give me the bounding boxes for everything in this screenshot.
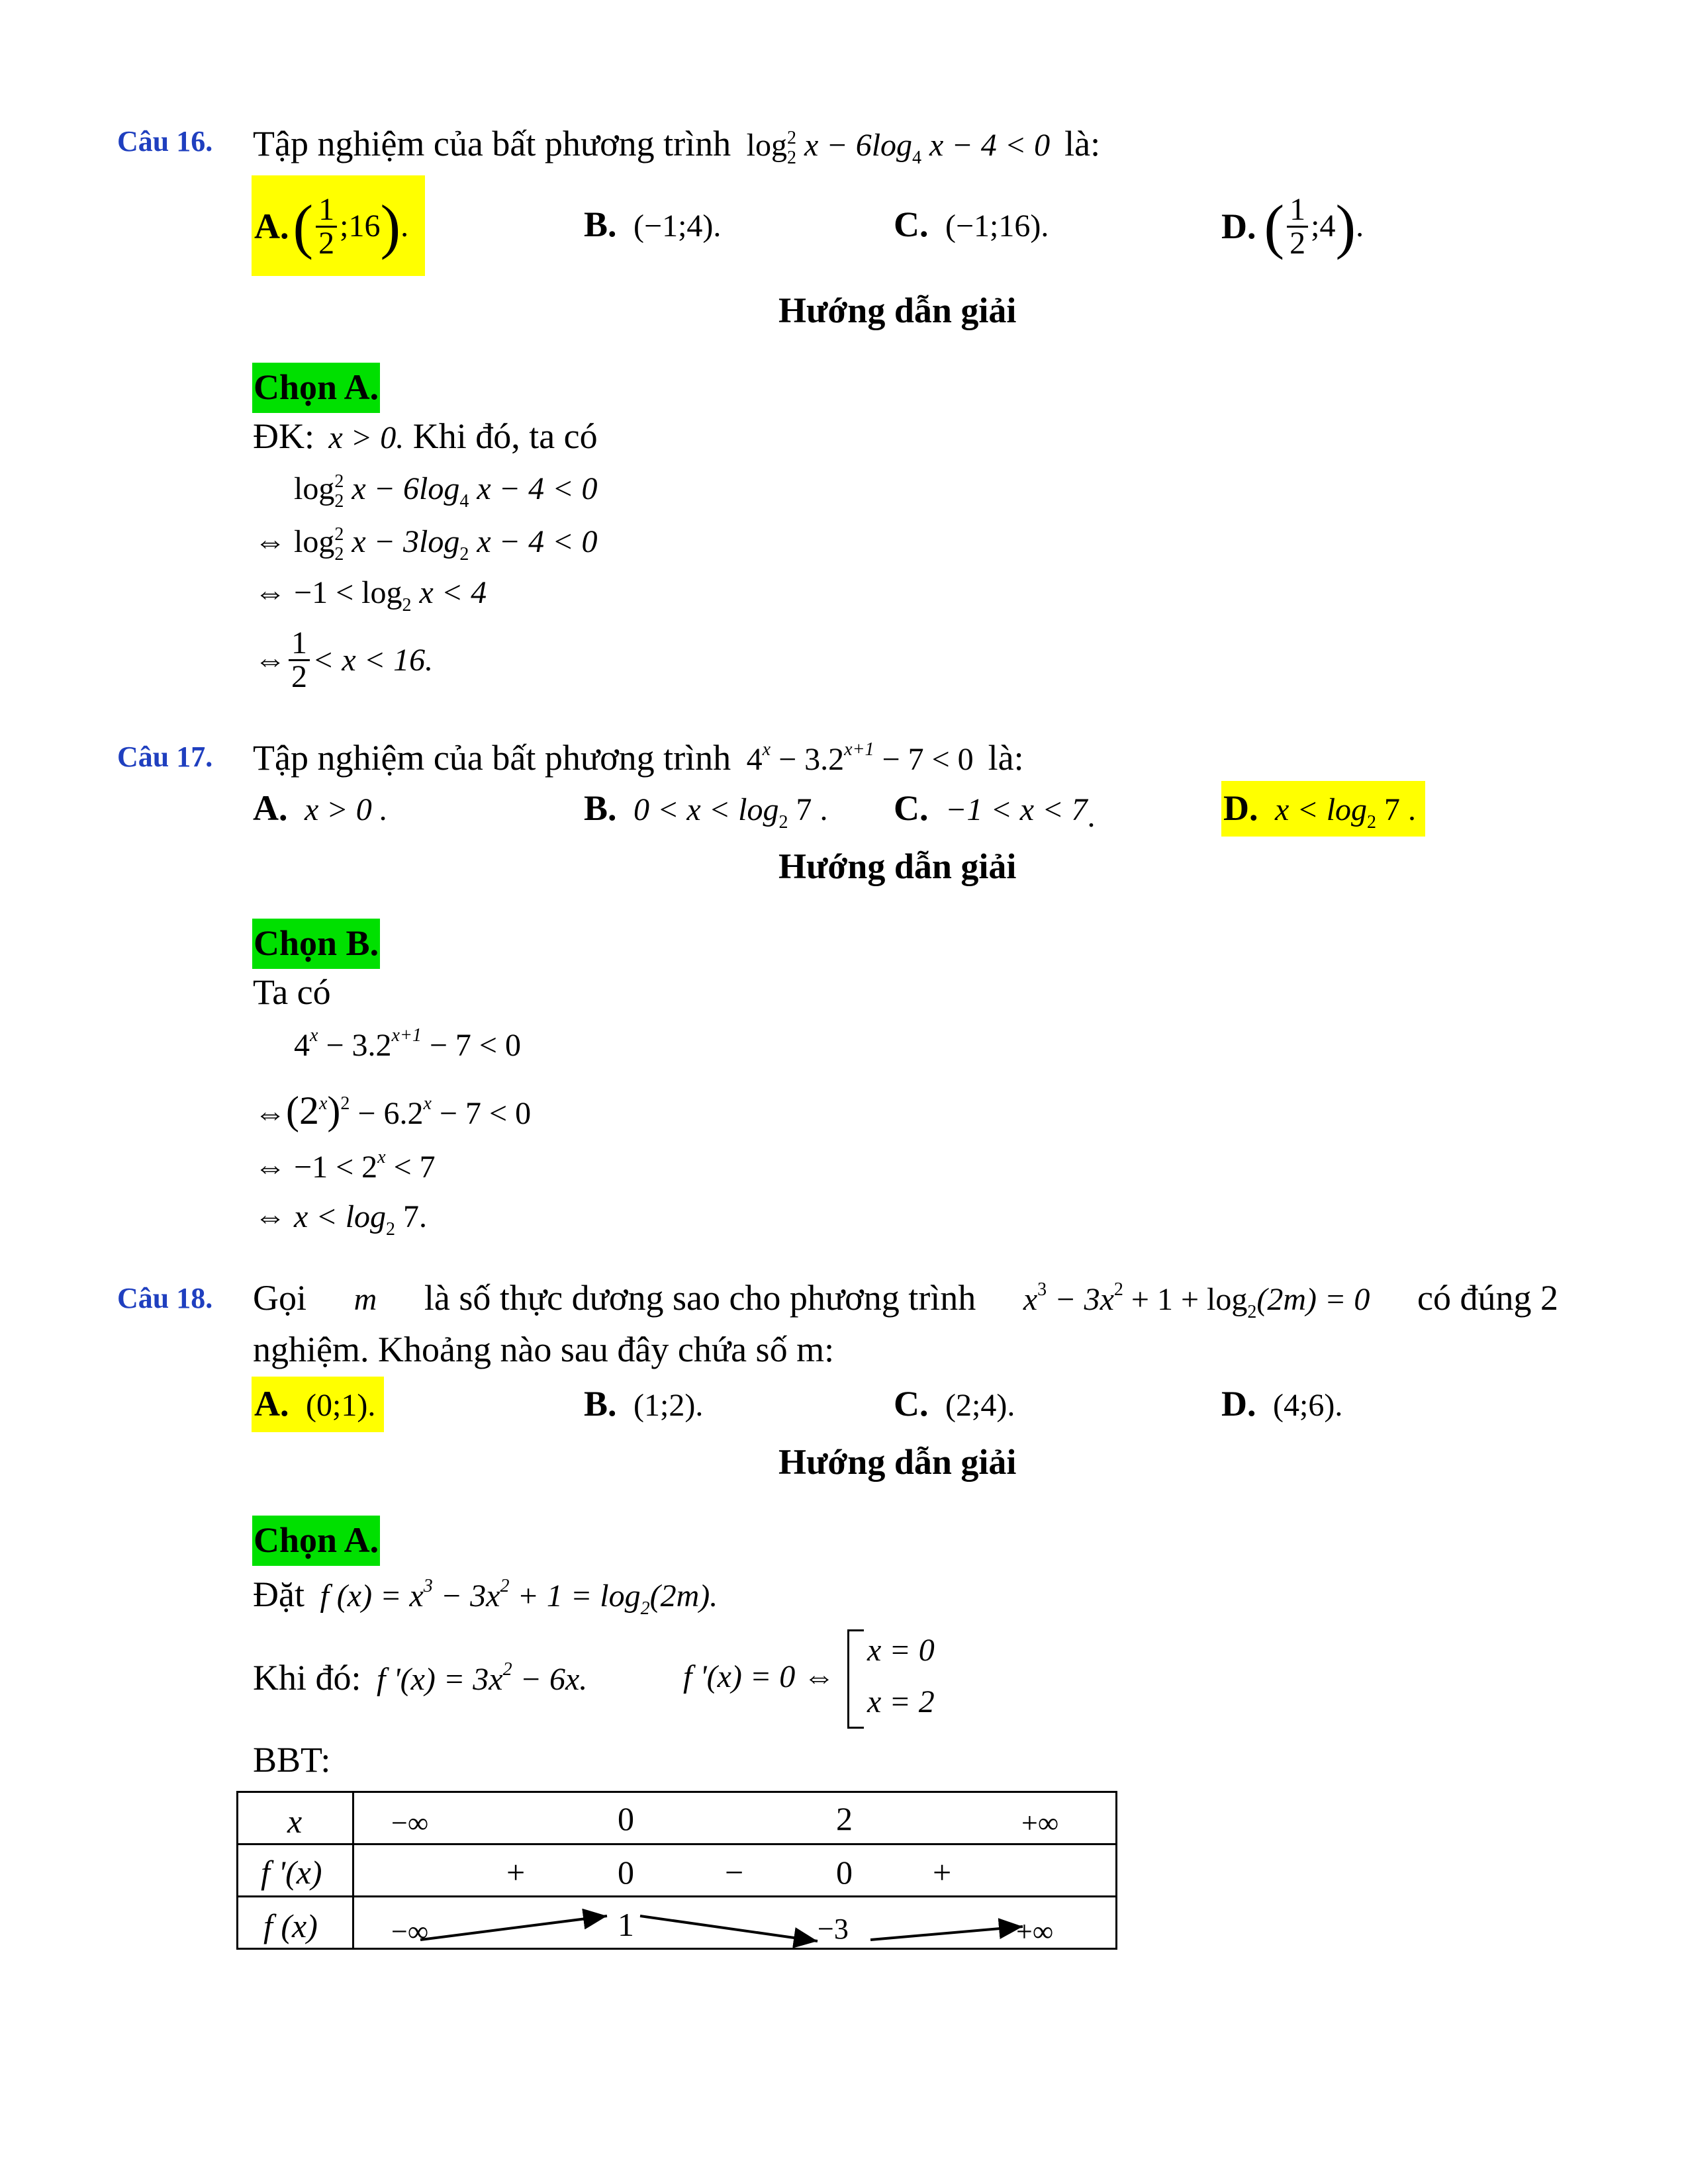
q16-label: Câu 16. [117, 125, 213, 158]
table-row-fprime [238, 1844, 1117, 1897]
q16-question [117, 124, 212, 158]
q18-stem-line-2: nghiệm. Khoảng nào sau đây chứa số m: [253, 1330, 835, 1369]
q17-taco: Ta có [253, 972, 331, 1012]
q16-option-d: D. ( $\frac{1}{2}$ ;4 ) . [1221, 191, 1364, 261]
q18-derivative-zero: f '(x) = 0 ⇔ [683, 1659, 835, 1694]
q18-equation: $x^3 - 3x^2 + 1 + \log_2(2m) = 0$ [1023, 1279, 1370, 1322]
variation-table [236, 1791, 1117, 1950]
q16-stem [253, 124, 1101, 168]
q18-option-c: C. (2;4). [894, 1384, 1015, 1424]
q16-heading: Hướng dẫn giải [778, 291, 1017, 330]
q18-answer-choice: Chọn A. [252, 1516, 380, 1566]
arrow-decrease [640, 1916, 818, 1941]
fprime-sign-3: + [933, 1854, 952, 1891]
q17-step-4: ⇔ $x < \log_2 7$. [254, 1199, 428, 1240]
q18-stem-line-1: Gọi m là số thực dương sao cho phương trình $x^3 - 3x^2 + 1 + \log_2(2m) = 0$ có đúng 2 [253, 1278, 1558, 1322]
x-zero: 0 [618, 1800, 634, 1837]
fprime-zero-2: 0 [836, 1854, 853, 1891]
q17-step-1: $4^x - 3.2^{x+1} - 7 < 0$ [294, 1025, 521, 1063]
f-minus-inf: −∞ [391, 1915, 429, 1948]
fprime-zero-1: 0 [618, 1854, 634, 1891]
q17-equation: $4^x - 3.2^{x+1} - 7 < 0$ [746, 739, 974, 777]
row-header-f: f (x) [263, 1907, 318, 1944]
q17-option-b: B. $0 < x < \log_2 7$ . [584, 788, 828, 833]
q16-step-3: ⇔ $-1 < \log_2 x < 4$ [254, 575, 487, 615]
row-header-fprime: f '(x) [261, 1854, 322, 1891]
q18-question [117, 1281, 212, 1315]
q17-label: Câu 17. [117, 741, 213, 773]
x-two: 2 [836, 1800, 853, 1837]
q16-text-post: là: [1064, 124, 1101, 163]
q17-step-3: ⇔ $-1 < 2^x < 7$ [254, 1147, 436, 1185]
q17-step-2: $\Leftrightarrow(2^x)^2 - 6.2^x - 7 < 0$ [254, 1089, 532, 1132]
fprime-sign-1: + [506, 1854, 526, 1891]
q16-step-2: ⇔ $\log^2_2 x - 3\log_2$ x − 4 < 0 [254, 524, 598, 565]
q18-dat: Đặt f $(x) = x^3 - 3x^2 + 1 = \log_2(2m)$. [253, 1574, 718, 1619]
q16-option-b: B. (−1;4). [584, 205, 722, 244]
q16-answer-choice: Chọn A. [252, 363, 380, 413]
q17-option-d: D. $x < \log_2 7$ . [1223, 788, 1417, 833]
q16-option-c: C. (−1;16). [894, 205, 1049, 244]
q17-answer-choice: Chọn B. [252, 919, 380, 969]
q16-text-pre: Tập nghiệm của bất phương trình [253, 124, 731, 163]
q18-option-d: D. (4;6). [1221, 1384, 1343, 1424]
q18-heading: Hướng dẫn giải [778, 1442, 1017, 1482]
q16-step-4: ⇔ $\frac{1}{2}$ < x < 16. [254, 625, 434, 694]
q18-case-1: x = 0 [867, 1633, 935, 1668]
table-row-f [238, 1897, 1117, 1949]
q18-option-a: A. (0;1). [254, 1384, 376, 1424]
x-plus-inf: +∞ [1021, 1807, 1059, 1839]
arrow-increase-1 [420, 1916, 607, 1940]
q17-heading: Hướng dẫn giải [778, 846, 1017, 886]
q18-khido: Khi đó: f '$(x) = 3x^2 - 6x$. [253, 1658, 588, 1698]
q17-question [117, 740, 212, 774]
q18-case-bracket [847, 1629, 864, 1729]
q17-stem: Tập nghiệm của bất phương trình $4^x - 3.2^{x+1} - 7 < 0$ là: [253, 738, 1024, 778]
row-header-x: x [287, 1803, 303, 1840]
q18-option-b: B. (1;2). [584, 1384, 704, 1424]
f-max-value: 1 [618, 1906, 634, 1943]
q16-option-a-content: A. ( $\frac{1}{2}$ ;16 ) . [254, 191, 409, 261]
q18-bbt-label: BBT: [253, 1740, 331, 1780]
x-minus-inf: −∞ [391, 1807, 429, 1839]
q17-option-c: C. −1 < x < 7. [894, 788, 1096, 834]
q16-equation: $\log^2_2 x - 6\log_4$ x − 4 < 0 [746, 128, 1051, 168]
variation-arrows [354, 1897, 1115, 1948]
arrow-increase-2 [870, 1927, 1023, 1940]
q17-option-a: A. x > 0 . [253, 788, 388, 828]
q16-condition: ĐK: x > 0. Khi đó, ta có [253, 416, 598, 456]
f-min-value: −3 [818, 1913, 849, 1945]
table-row-x [238, 1792, 1117, 1844]
fprime-sign-2: − [725, 1854, 744, 1891]
q18-case-2: x = 2 [867, 1684, 935, 1719]
q18-label: Câu 18. [117, 1282, 213, 1314]
q16-step-1: $\log^2_2 x - 6\log_4$ x − 4 < 0 [294, 471, 598, 512]
f-plus-inf: +∞ [1016, 1915, 1054, 1948]
